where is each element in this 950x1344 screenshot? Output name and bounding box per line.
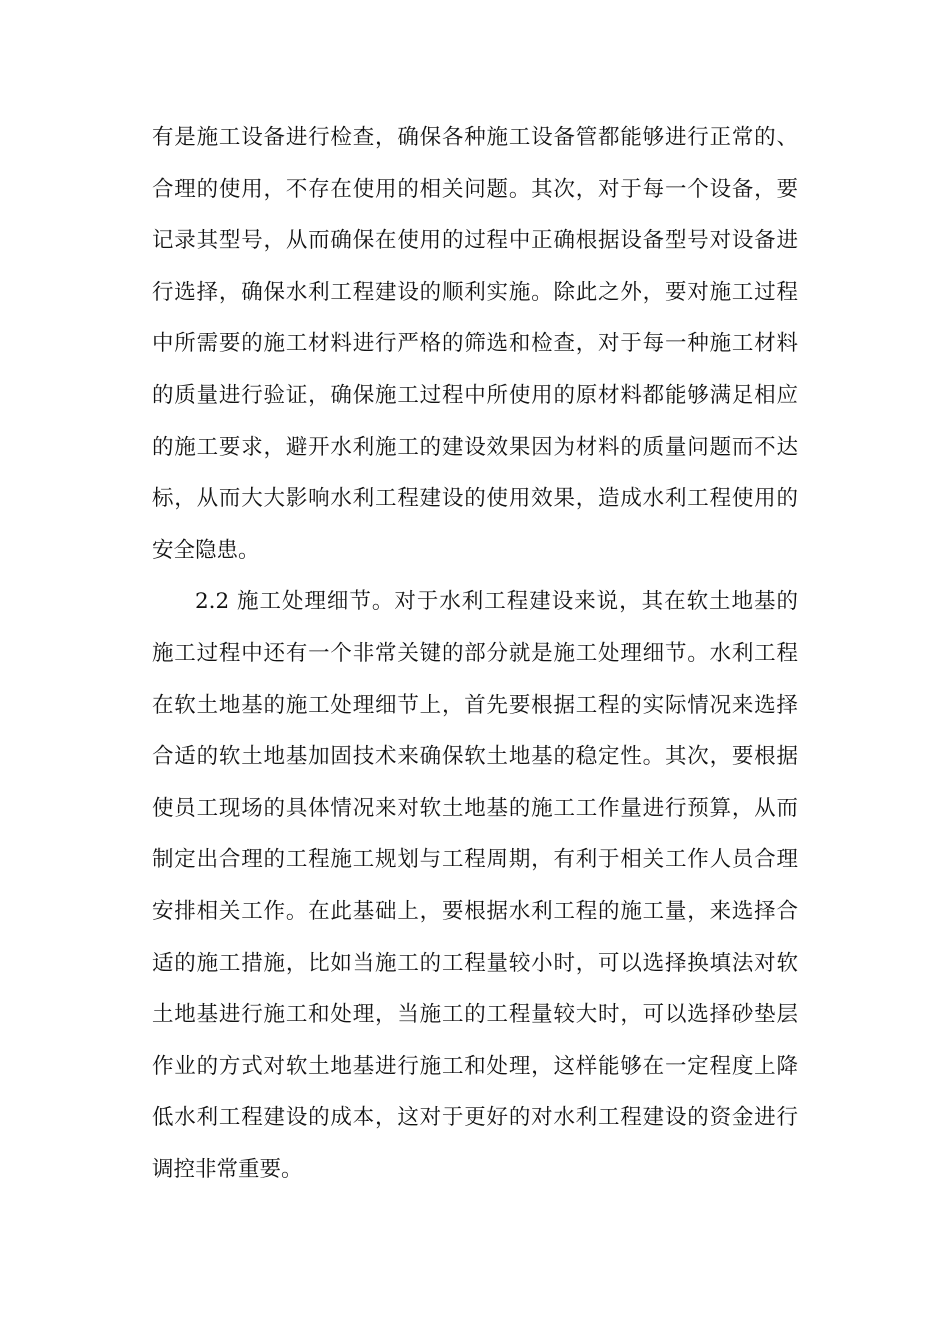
text-line: 在软土地基的施工处理细节上，首先要根据工程的实际情况来选择	[152, 692, 798, 718]
text-line: 施工过程中还有一个非常关键的部分就是施工处理细节。水利工程	[152, 640, 798, 666]
text-line: 安排相关工作。在此基础上，要根据水利工程的施工量，来选择合	[152, 898, 798, 924]
text-line: 的施工要求，避开水利施工的建设效果因为材料的质量问题而不达	[152, 434, 798, 460]
text-line: 低水利工程建设的成本，这对于更好的对水利工程建设的资金进行	[152, 1105, 798, 1131]
text-line: 作业的方式对软土地基进行施工和处理，这样能够在一定程度上降	[152, 1053, 798, 1079]
text-line: 安全隐患。	[152, 537, 260, 563]
text-line: 适的施工措施，比如当施工的工程量较小时，可以选择换填法对软	[152, 950, 798, 976]
text-line: 记录其型号，从而确保在使用的过程中正确根据设备型号对设备进	[152, 228, 798, 254]
text-line: 合适的软土地基加固技术来确保软土地基的稳定性。其次，要根据	[152, 744, 798, 770]
text-line: 使员工现场的具体情况来对软土地基的施工工作量进行预算，从而	[152, 795, 798, 821]
paragraph-1	[152, 112, 798, 576]
text-line: 行选择，确保水利工程建设的顺利实施。除此之外，要对施工过程	[152, 279, 798, 305]
text-line: 中所需要的施工材料进行严格的筛选和检查，对于每一种施工材料	[152, 331, 798, 357]
text-line: 的质量进行验证，确保施工过程中所使用的原材料都能够满足相应	[152, 382, 798, 408]
section-heading-line: 2.2 施工处理细节。对于水利工程建设来说，其在软土地基的	[195, 589, 798, 615]
text-line: 制定出合理的工程施工规划与工程周期，有利于相关工作人员合理	[152, 847, 798, 873]
text-line: 有是施工设备进行检查，确保各种施工设备管都能够进行正常的、	[152, 125, 798, 150]
text-line: 土地基进行施工和处理，当施工的工程量较大时，可以选择砂垫层	[152, 1002, 798, 1028]
text-line: 标，从而大大影响水利工程建设的使用效果，造成水利工程使用的	[152, 486, 798, 512]
paragraph-2-2-construction-details	[152, 576, 798, 1195]
text-line: 合理的使用，不存在使用的相关问题。其次，对于每一个设备，要	[152, 176, 798, 202]
text-line: 调控非常重要。	[152, 1156, 303, 1182]
document-body	[152, 112, 798, 1195]
